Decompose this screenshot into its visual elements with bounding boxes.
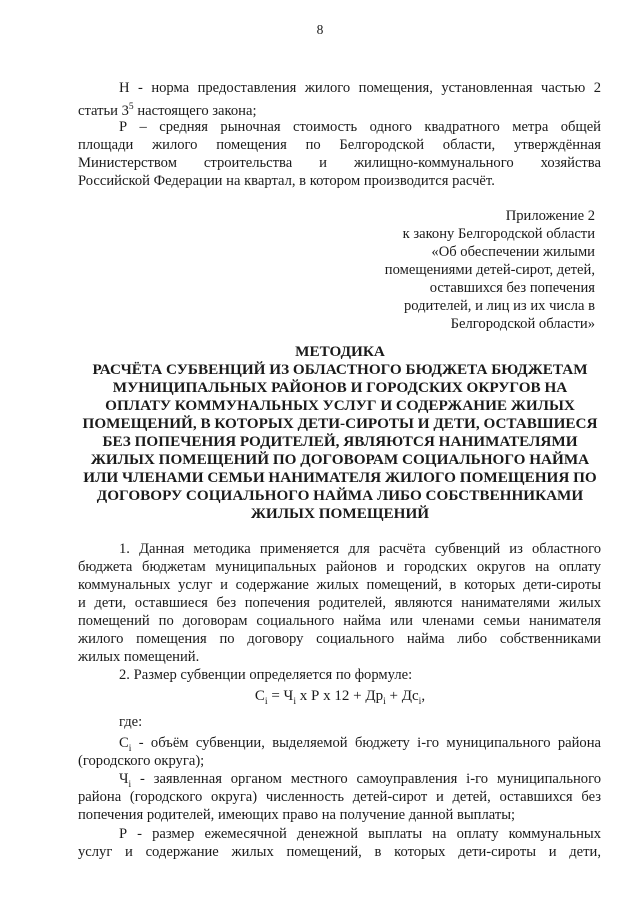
paragraph1-line6: жилого помещения по договору социального найма либо собственниками [78, 631, 601, 647]
formula-plus: + Дс [385, 688, 419, 704]
definition-p-line2: площади жилого помещения по Белгородской области, утверждённая [78, 137, 601, 153]
title-line5: ПОМЕЩЕНИЙ, В КОТОРЫХ ДЕТИ-СИРОТЫ И ДЕТИ, ОСТАВШИЕСЯ [82, 415, 598, 432]
where-label: где: [119, 714, 143, 730]
title-line10: ЖИЛЫХ ПОМЕЩЕНИЙ [250, 505, 430, 522]
definition-n-rest: настоящего закона; [133, 102, 257, 119]
title-line4: ОПЛАТУ КОММУНАЛЬНЫХ УСЛУГ И СОДЕРЖАНИЕ ЖИЛЫХ [105, 397, 575, 414]
definition-p2-line2: услуг и содержание жилых помещений, в которых дети-сироты и дети, [78, 844, 601, 860]
paragraph1-line5: помещений по договорам социального найма или членами семьи нанимателя [78, 613, 601, 629]
definition-chi-line3: попечения родителей, имеющих право на получение данной выплаты; [78, 807, 516, 823]
appendix-line3: «Об обеспечении жилыми [431, 244, 595, 260]
appendix-line1: Приложение 2 [505, 208, 595, 224]
formula-ds-sub: i [418, 696, 422, 707]
definition-chi-line2: района (городского округа) численность детей-сирот и детей, оставшихся без [78, 789, 601, 805]
title-line3: МУНИЦИПАЛЬНЫХ РАЙОНОВ И ГОРОДСКИХ ОКРУГОВ НА [112, 379, 568, 396]
formula-mid: х Р х 12 + Др [296, 688, 384, 704]
paragraph2: 2. Размер субвенции определяется по формуле: [119, 667, 413, 683]
title-line6: БЕЗ ПОПЕЧЕНИЯ РОДИТЕЛЕЙ, ЯВЛЯЮТСЯ НАНИМАТЕЛЯМИ [102, 433, 578, 450]
definition-chi-symbol: Ч [119, 771, 129, 787]
appendix-line7: Белгородской области» [450, 316, 595, 332]
definition-p-line4: Российской Федерации на квартал, в котором производится расчёт. [78, 173, 495, 189]
definition-p2-line1: Р - размер ежемесячной денежной выплаты на оплату коммунальных [119, 826, 601, 842]
formula-dr-sub: i [383, 696, 386, 707]
paragraph1-line1: 1. Данная методика применяется для расчёта субвенций из областного [119, 541, 601, 557]
formula-c-sub: i [264, 696, 268, 707]
appendix-line4: помещениями детей-сирот, детей, [384, 262, 595, 278]
title-line1: МЕТОДИКА [295, 343, 385, 360]
formula-c: C [254, 688, 265, 704]
definition-n-superscript: 5 [128, 102, 134, 112]
page-number: 8 [316, 22, 324, 37]
definition-ci-text: - объём субвенции, выделяемой бюджету i-го муниципального района [131, 735, 601, 751]
definition-ci-line2: (городского округа); [78, 753, 205, 769]
appendix-line6: родителей, и лиц из их числа в [403, 298, 595, 314]
definition-p-line3: Министерством строительства и жилищно-коммунального хозяйства [78, 155, 601, 171]
definition-p-line1: Р – средняя рыночная стоимость одного квадратного метра общей [119, 119, 601, 135]
appendix-line2: к закону Белгородской области [402, 226, 595, 242]
paragraph1-line4: и дети, оставшиеся без попечения родителей, являются нанимателями жилых [78, 595, 601, 611]
formula-ch-sub: i [293, 696, 297, 707]
formula-eq: = Ч [267, 688, 294, 704]
definition-n-line1: Н - норма предоставления жилого помещения, установленная частью 2 [119, 80, 601, 96]
definition-n-line2 [78, 98, 257, 120]
appendix-line5: оставшихся без попечения [429, 280, 595, 296]
formula-end: , [421, 688, 426, 704]
title-line7: ЖИЛЫХ ПОМЕЩЕНИЙ ПО ДОГОВОРАМ СОЦИАЛЬНОГО НАЙМА [90, 451, 590, 468]
definition-ci-symbol: C [119, 735, 129, 751]
paragraph1-line2: бюджета бюджетам муниципальных районов и городских округов на оплату [78, 559, 601, 575]
definition-chi-text: - заявленная органом местного самоуправления i-го муниципального [131, 771, 601, 787]
definition-n-article: статьи 3 [78, 102, 129, 119]
paragraph1-line7: жилых помещений. [78, 649, 200, 665]
title-line8: ИЛИ ЧЛЕНАМИ СЕМЬИ НАНИМАТЕЛЯ ЖИЛОГО ПОМЕЩЕНИЯ ПО [83, 469, 597, 486]
title-line2: РАСЧЁТА СУБВЕНЦИЙ ИЗ ОБЛАСТНОГО БЮДЖЕТА БЮДЖЕТАМ [92, 361, 588, 378]
title-line9: ДОГОВОРУ СОЦИАЛЬНОГО НАЙМА ЛИБО СОБСТВЕННИКАМИ [96, 487, 584, 504]
paragraph1-line3: коммунальных услуг и содержание жилых помещений, в которых дети-сироты [78, 577, 601, 593]
formula [0, 688, 640, 707]
definition-ci-sub: i [128, 743, 132, 754]
definition-chi-sub: i [128, 779, 132, 790]
